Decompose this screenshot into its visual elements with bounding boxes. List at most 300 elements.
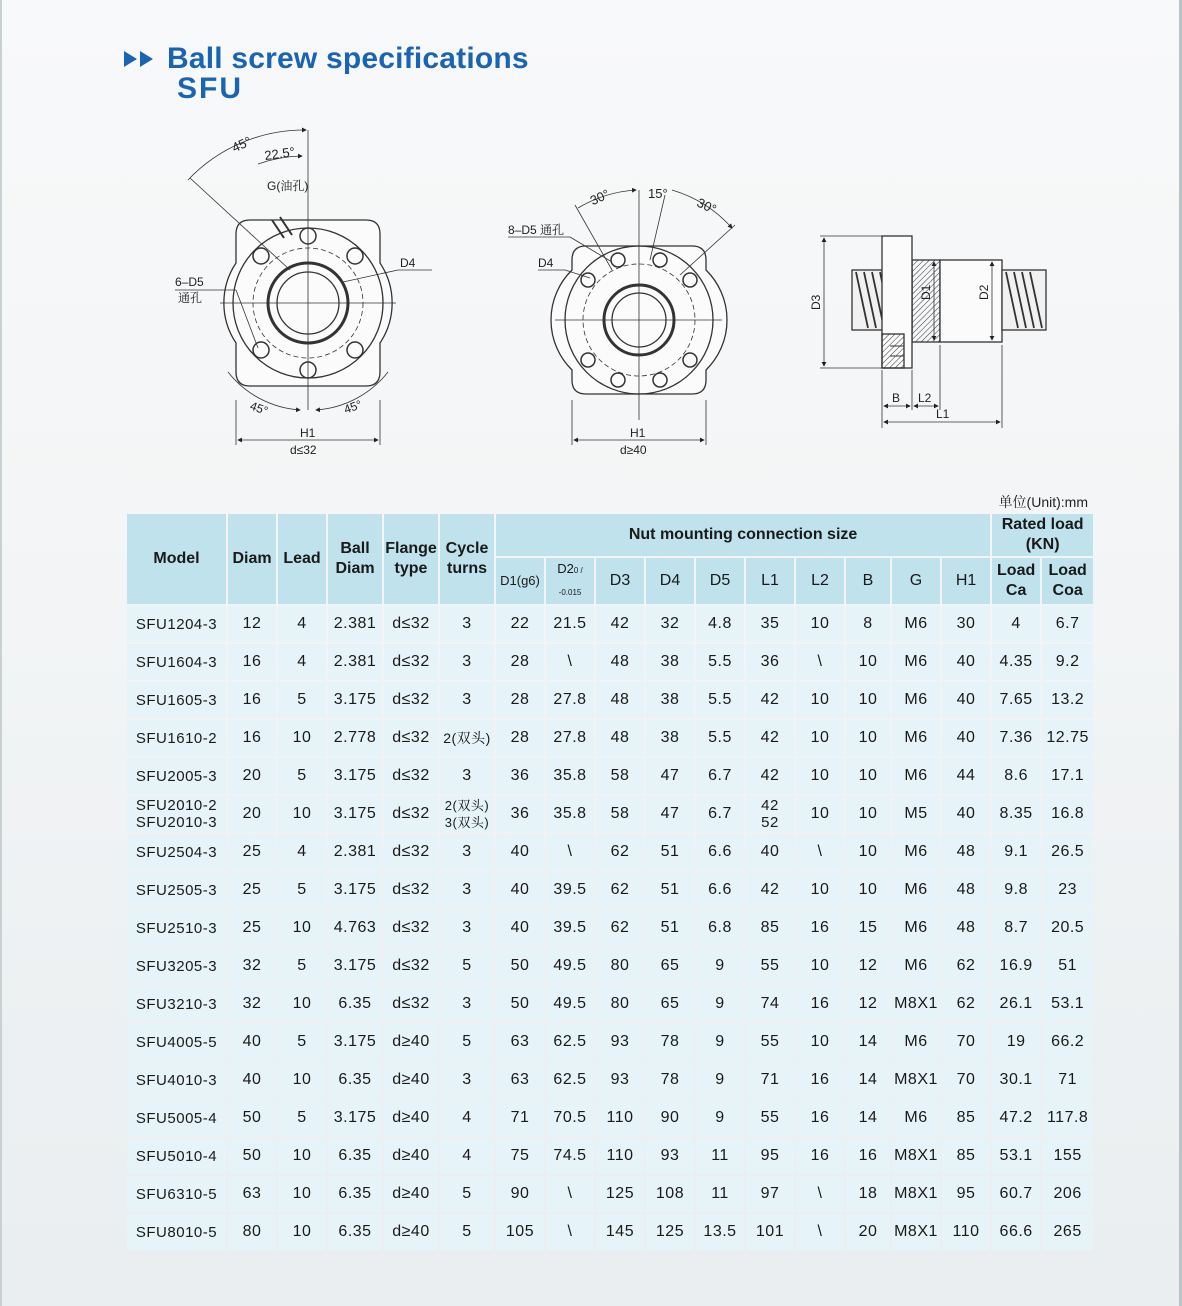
header-line: Diam [335,560,375,577]
table-cell: 14 [846,1062,890,1098]
table-cell [127,796,226,832]
table-cell: 3.175 [328,1100,382,1136]
table-cell: 62 [596,834,644,870]
table-cell: 62.5 [546,1062,594,1098]
table-cell: 3 [440,834,494,870]
table-cell: 40 [496,872,544,908]
table-cell: 16.8 [1042,796,1093,832]
table-cell: 11 [696,1176,744,1212]
table-cell: 80 [596,948,644,984]
col-header-flange [384,514,438,604]
table-cell: 4.763 [328,910,382,946]
table-cell: 30 [942,606,990,642]
table-cell: 40 [942,644,990,680]
h1-label: H1 [300,426,316,440]
table-cell: 12.75 [1042,720,1093,756]
table-cell: 16 [228,720,276,756]
header-line: (KN) [1025,536,1060,553]
table-cell: 36 [496,758,544,794]
header-line: turns [447,560,487,577]
table-cell: 66.6 [992,1214,1040,1250]
table-cell: 4 [992,606,1040,642]
table-cell: 58 [596,758,644,794]
table-row [127,606,1093,642]
table-cell: 47 [646,758,694,794]
table-cell: d≤32 [384,606,438,642]
table-cell: 5 [440,1024,494,1060]
angle-label: 22.5° [263,143,296,164]
table-cell: M8X1 [892,986,940,1022]
cell-line: 42 [761,797,779,814]
table-cell: 5 [278,872,326,908]
table-cell: 70.5 [546,1100,594,1136]
table-cell: 10 [796,872,844,908]
table-cell: 74 [746,986,794,1022]
table-cell: 62 [942,986,990,1022]
table-cell: 63 [496,1062,544,1098]
table-cell: d≥40 [384,1176,438,1212]
table-cell: M6 [892,834,940,870]
table-cell: 5.5 [696,644,744,680]
table-cell: 85 [942,1100,990,1136]
table-cell: M6 [892,682,940,718]
table-cell: 3.175 [328,948,382,984]
table-cell: 8.7 [992,910,1040,946]
table-cell: M6 [892,910,940,946]
header-line: D2 [557,561,574,576]
d4-label: D4 [400,256,416,270]
table-cell: 50 [228,1138,276,1174]
table-cell: 105 [496,1214,544,1250]
table-row [127,1062,1093,1098]
table-cell: d≤32 [384,796,438,832]
table-cell: SFU1605-3 [127,682,226,718]
col-header-d1: D1(g6) [496,558,544,604]
table-cell: 10 [796,682,844,718]
table-cell: 74.5 [546,1138,594,1174]
table-cell: 6.7 [696,796,744,832]
table-row [127,720,1093,756]
table-cell: 25 [228,834,276,870]
col-header-g: G [892,558,940,604]
table-cell: 58 [596,796,644,832]
table-cell: 42 [746,720,794,756]
table-cell: 10 [278,796,326,832]
d1-label: D1 [919,284,933,300]
table-cell: 51 [646,910,694,946]
table-cell: 85 [942,1138,990,1174]
table-cell: d≥40 [384,1214,438,1250]
table-cell: 3.175 [328,1024,382,1060]
table-cell: 42 [596,606,644,642]
d3-label: D3 [809,294,823,310]
table-cell: 110 [942,1214,990,1250]
angle-label: 45° [341,397,364,417]
table-cell: M6 [892,872,940,908]
table-cell: 5 [278,1024,326,1060]
table-cell: 90 [496,1176,544,1212]
table-cell: 145 [596,1214,644,1250]
hole-label: 8–D5 通孔 [508,223,565,237]
table-cell: 10 [846,644,890,680]
table-cell: 13.5 [696,1214,744,1250]
table-cell: 21.5 [546,606,594,642]
table-cell: SFU5010-4 [127,1138,226,1174]
hole-sub-label: 通孔 [178,291,203,305]
table-cell: SFU3205-3 [127,948,226,984]
table-cell: SFU3210-3 [127,986,226,1022]
col-header-d3: D3 [596,558,644,604]
table-cell: 8 [846,606,890,642]
table-cell: 16.9 [992,948,1040,984]
table-cell: 51 [646,872,694,908]
table-cell: 40 [228,1024,276,1060]
table-cell: 16 [846,1138,890,1174]
table-cell: 25 [228,910,276,946]
table-cell: 6.6 [696,872,744,908]
cell-line: SFU2010-2 [135,797,218,814]
table-cell: 48 [596,644,644,680]
table-cell: 50 [496,986,544,1022]
table-cell: M6 [892,948,940,984]
table-cell: 10 [846,834,890,870]
table-cell: 40 [942,720,990,756]
table-cell: 42 [746,872,794,908]
table-cell: M6 [892,644,940,680]
table-cell: 10 [278,986,326,1022]
header-line: Load [997,562,1036,579]
table-cell: 20.5 [1042,910,1093,946]
table-cell: 7.65 [992,682,1040,718]
table-cell: 7.36 [992,720,1040,756]
table-cell: 26.1 [992,986,1040,1022]
angle-label: 15° [648,186,668,201]
table-cell: d≥40 [384,1100,438,1136]
table-cell: 60.7 [992,1176,1040,1212]
l2-label: L2 [918,391,932,405]
flange-drawing-small [175,130,432,445]
table-row [127,796,1093,832]
table-cell: 32 [228,948,276,984]
table-cell: d≤32 [384,644,438,680]
table-cell: SFU2005-3 [127,758,226,794]
table-cell: 28 [496,720,544,756]
table-cell: 12 [846,986,890,1022]
table-cell: 19 [992,1024,1040,1060]
table-cell: 3.175 [328,682,382,718]
table-cell: 3.175 [328,872,382,908]
table-cell: 38 [646,644,694,680]
table-cell: M8X1 [892,1062,940,1098]
table-cell: 10 [278,1176,326,1212]
cell-line: SFU2010-3 [135,814,218,831]
table-cell: 48 [942,910,990,946]
table-cell: \ [546,1176,594,1212]
table-cell: 55 [746,1100,794,1136]
table-cell: 16 [228,644,276,680]
col-group-nut: Nut mounting connection size [496,514,990,556]
table-cell: 78 [646,1062,694,1098]
condition-label: d≤32 [290,443,317,457]
table-cell: SFU2510-3 [127,910,226,946]
table-row [127,1100,1093,1136]
table-cell: 125 [646,1214,694,1250]
table-cell: 16 [796,1100,844,1136]
table-cell: 9 [696,1062,744,1098]
table-cell: 27.8 [546,682,594,718]
table-cell: \ [796,834,844,870]
table-cell: 78 [646,1024,694,1060]
table-cell: 3 [440,1062,494,1098]
table-cell: 38 [646,682,694,718]
table-cell: 10 [278,1138,326,1174]
table-cell: 5.5 [696,720,744,756]
table-row [127,948,1093,984]
table-cell: 3 [440,606,494,642]
table-cell: 80 [228,1214,276,1250]
table-cell: \ [546,834,594,870]
table-cell: 38 [646,720,694,756]
table-cell: 6.7 [696,758,744,794]
table-cell: \ [796,1214,844,1250]
table-cell: 15 [846,910,890,946]
table-cell: 125 [596,1176,644,1212]
table-cell: 108 [646,1176,694,1212]
table-cell: 93 [596,1024,644,1060]
table-cell: 66.2 [1042,1024,1093,1060]
table-cell: 10 [796,1024,844,1060]
table-cell: 14 [846,1024,890,1060]
table-cell: 8.35 [992,796,1040,832]
table-cell: 10 [278,1062,326,1098]
table-cell: 3 [440,910,494,946]
table-cell: 18 [846,1176,890,1212]
table-cell: 2.778 [328,720,382,756]
col-header-ball-diam [328,514,382,604]
table-cell: SFU4010-3 [127,1062,226,1098]
table-cell: 20 [228,796,276,832]
header-line: Load [1048,562,1087,579]
table-cell: 10 [846,872,890,908]
table-cell: 4 [278,606,326,642]
table-cell: 44 [942,758,990,794]
table-cell: 65 [646,948,694,984]
table-cell: 39.5 [546,910,594,946]
table-cell: 8.6 [992,758,1040,794]
table-cell: 10 [796,796,844,832]
table-cell: 4 [278,834,326,870]
table-cell: 95 [746,1138,794,1174]
header-line: type [394,560,428,577]
table-cell: 4 [278,644,326,680]
table-cell: 4 [440,1138,494,1174]
table-cell: 49.5 [546,948,594,984]
table-cell: 11 [696,1138,744,1174]
table-cell: 51 [646,834,694,870]
table-cell: SFU1610-2 [127,720,226,756]
col-header-coa [1042,558,1093,604]
table-cell: d≥40 [384,1062,438,1098]
table-cell: 6.8 [696,910,744,946]
table-cell: 3.175 [328,758,382,794]
spec-table-body [127,606,1093,1250]
header-line: Rated load [1001,516,1084,533]
table-cell: 93 [646,1138,694,1174]
table-row [127,834,1093,870]
table-row [127,910,1093,946]
d2-label: D2 [977,284,991,300]
table-cell: 28 [496,682,544,718]
table-cell: 5 [440,948,494,984]
col-group-rated [992,514,1093,556]
table-cell: 71 [746,1062,794,1098]
table-cell: M6 [892,720,940,756]
table-cell: 13.2 [1042,682,1093,718]
table-cell: 50 [228,1100,276,1136]
table-cell: 75 [496,1138,544,1174]
cell-line: 2(双头) [444,798,490,813]
b-label: B [892,391,901,405]
table-cell [746,796,794,832]
table-cell: 206 [1042,1176,1093,1212]
table-row [127,872,1093,908]
table-cell: 10 [796,758,844,794]
table-cell: 16 [796,1062,844,1098]
table-cell: 32 [646,606,694,642]
table-cell: 40 [942,796,990,832]
table-cell: 63 [228,1176,276,1212]
table-cell: 49.5 [546,986,594,1022]
table-cell: 71 [496,1100,544,1136]
table-cell: 9 [696,1100,744,1136]
table-cell: 70 [942,1024,990,1060]
drawings-svg [0,120,1182,480]
page-subtitle: SFU [177,72,243,105]
col-header-l2: L2 [796,558,844,604]
table-cell: 6.6 [696,834,744,870]
table-cell: M6 [892,1024,940,1060]
table-cell: 3 [440,872,494,908]
table-cell: SFU8010-5 [127,1214,226,1250]
table-cell: 5 [440,1176,494,1212]
table-cell: 35.8 [546,796,594,832]
table-cell: 3 [440,644,494,680]
table-cell: SFU5005-4 [127,1100,226,1136]
angle-label: 30° [587,186,612,209]
table-cell: 110 [596,1138,644,1174]
header-line: Cycle [445,540,489,557]
table-cell: 10 [846,682,890,718]
table-cell: 55 [746,948,794,984]
table-cell: SFU6310-5 [127,1176,226,1212]
table-cell: M8X1 [892,1176,940,1212]
side-view-drawing [820,236,1046,428]
table-cell: 40 [746,834,794,870]
col-header-d4: D4 [646,558,694,604]
table-cell: 9 [696,948,744,984]
table-cell: 27.8 [546,720,594,756]
table-cell: 101 [746,1214,794,1250]
table-row [127,1024,1093,1060]
spec-table [125,512,1095,1252]
table-cell: 6.35 [328,1214,382,1250]
table-cell: 30.1 [992,1062,1040,1098]
angle-label: 30° [694,194,719,217]
table-cell: 51 [1042,948,1093,984]
table-cell: 4.8 [696,606,744,642]
table-cell: 36 [496,796,544,832]
table-cell: 3 [440,758,494,794]
table-cell: 12 [846,948,890,984]
col-header-d5: D5 [696,558,744,604]
table-cell: \ [546,1214,594,1250]
table-cell: 5 [278,682,326,718]
table-cell: \ [796,644,844,680]
table-cell: 40 [942,682,990,718]
header-line: Flange [385,540,437,557]
table-cell: 80 [596,986,644,1022]
table-cell: SFU2505-3 [127,872,226,908]
table-cell: 40 [496,834,544,870]
table-cell: 16 [796,1138,844,1174]
table-row [127,1176,1093,1212]
table-cell: 20 [228,758,276,794]
col-header-h1: H1 [942,558,990,604]
table-cell: 16 [796,910,844,946]
table-cell: 9.8 [992,872,1040,908]
table-cell: 2(双头) [440,720,494,756]
table-cell: 85 [746,910,794,946]
col-header-model: Model [127,514,226,604]
table-cell: 6.35 [328,986,382,1022]
table-cell: d≤32 [384,910,438,946]
table-cell: 14 [846,1100,890,1136]
table-cell: M8X1 [892,1138,940,1174]
table-cell: 10 [278,910,326,946]
col-header-diam: Diam [228,514,276,604]
cell-line: 3(双头) [444,815,490,830]
table-cell: 48 [942,834,990,870]
table-cell: 40 [228,1062,276,1098]
table-cell: 12 [228,606,276,642]
table-cell: 50 [496,948,544,984]
table-cell: 17.1 [1042,758,1093,794]
table-cell: 90 [646,1100,694,1136]
d4-label: D4 [538,256,554,270]
table-cell: M8X1 [892,1214,940,1250]
table-cell: 2.381 [328,606,382,642]
table-cell: 39.5 [546,872,594,908]
header-line: Coa [1052,582,1083,599]
table-cell: SFU1204-3 [127,606,226,642]
table-cell: 265 [1042,1214,1093,1250]
angle-label: 45° [248,398,270,419]
table-cell: 6.35 [328,1138,382,1174]
table-cell: 48 [596,720,644,756]
table-cell: d≤32 [384,872,438,908]
col-header-cycle [440,514,494,604]
table-cell: 2.381 [328,834,382,870]
table-cell: 35.8 [546,758,594,794]
table-cell: M6 [892,758,940,794]
table-cell: 36 [746,644,794,680]
table-cell [440,796,494,832]
table-row [127,758,1093,794]
oil-hole-label: G(油孔) [267,179,309,193]
technical-drawings [0,120,1182,480]
header-line: Ball [340,540,370,557]
col-header-d2 [546,558,594,604]
